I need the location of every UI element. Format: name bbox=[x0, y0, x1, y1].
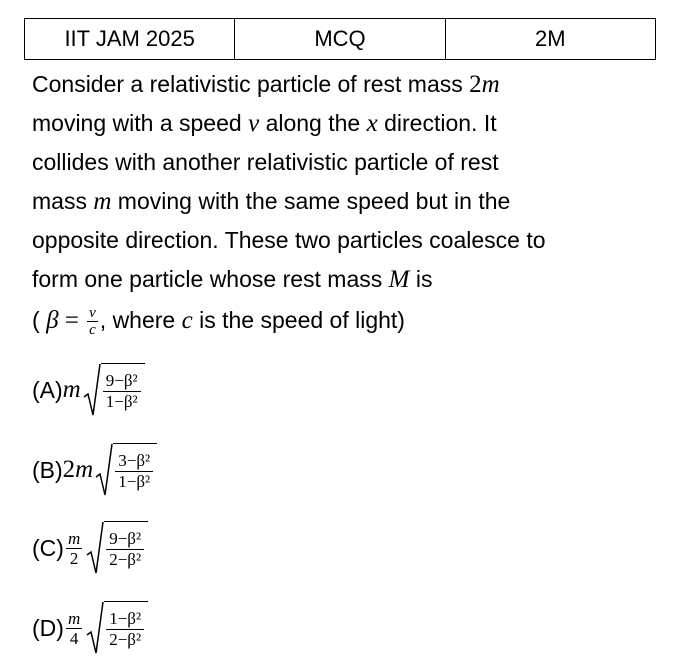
radicand-fraction bbox=[106, 529, 144, 570]
beta-fraction bbox=[87, 305, 98, 338]
math-symbol: β bbox=[46, 307, 59, 334]
fraction-numerator: 3−β² bbox=[115, 451, 153, 472]
coefficient-fraction bbox=[66, 529, 82, 568]
text-segment: is the speed of light) bbox=[192, 307, 405, 333]
math-symbol: M bbox=[388, 266, 410, 293]
radical-sign-icon bbox=[86, 521, 104, 575]
text-segment: moving with a speed bbox=[32, 110, 249, 136]
square-root bbox=[86, 601, 148, 655]
text-segment: direction. It bbox=[377, 110, 497, 136]
coefficient: m bbox=[62, 376, 81, 403]
fraction-denominator: 4 bbox=[69, 628, 79, 648]
fraction-denominator: 1−β² bbox=[118, 472, 151, 491]
text-segment: moving with the same speed but in the bbox=[111, 188, 511, 214]
question-line-2 bbox=[32, 104, 662, 143]
text-segment: , where bbox=[99, 307, 182, 333]
math-symbol: m bbox=[93, 188, 112, 215]
option-label: (B) bbox=[32, 456, 63, 483]
fraction-denominator: c bbox=[89, 322, 96, 339]
radical-sign-icon bbox=[83, 363, 101, 417]
coefficient: m bbox=[75, 456, 94, 483]
question-line-5: opposite direction. These two particles coalesce to bbox=[32, 227, 546, 253]
fraction-denominator: 2−β² bbox=[109, 630, 142, 649]
question-line-4 bbox=[32, 182, 662, 221]
text-segment: is bbox=[409, 266, 433, 292]
option-label: (A) bbox=[32, 376, 63, 403]
math-symbol: x bbox=[366, 110, 378, 137]
text-segment: mass bbox=[32, 188, 94, 214]
exam-name-cell: IIT JAM 2025 bbox=[25, 19, 235, 60]
math-symbol: v bbox=[248, 110, 260, 137]
text-segment: ( bbox=[32, 307, 47, 333]
option-b[interactable] bbox=[32, 440, 157, 500]
fraction-numerator: 9−β² bbox=[106, 529, 144, 550]
text-segment: form one particle whose rest mass bbox=[32, 266, 389, 292]
square-root bbox=[83, 363, 145, 417]
square-root bbox=[95, 443, 157, 497]
option-label: (C) bbox=[32, 534, 64, 561]
fraction-denominator: 2 bbox=[69, 548, 79, 568]
text-segment: along the bbox=[259, 110, 367, 136]
math-symbol: m bbox=[481, 71, 500, 98]
text-segment: Consider a relativistic particle of rest mass bbox=[32, 71, 470, 97]
fraction-denominator: 2−β² bbox=[109, 550, 142, 569]
fraction-denominator: 1−β² bbox=[105, 392, 138, 411]
question-type-cell: MCQ bbox=[235, 19, 445, 60]
question-line-3: collides with another relativistic particle of rest bbox=[32, 149, 499, 175]
fraction-numerator: v bbox=[89, 305, 96, 322]
question-note bbox=[32, 301, 662, 340]
question-text bbox=[32, 65, 662, 340]
fraction-numerator: m bbox=[67, 528, 81, 548]
option-d[interactable] bbox=[32, 598, 148, 658]
radicand-fraction bbox=[106, 609, 144, 650]
math-number: 2 bbox=[469, 71, 482, 98]
radical-sign-icon bbox=[95, 443, 113, 497]
radicand-fraction bbox=[103, 371, 141, 412]
radicand-fraction bbox=[115, 451, 153, 492]
question-line-1 bbox=[32, 65, 662, 104]
option-label: (D) bbox=[32, 614, 64, 641]
coefficient-number: 2 bbox=[62, 456, 76, 483]
fraction-numerator: 1−β² bbox=[106, 609, 144, 630]
square-root bbox=[86, 521, 148, 575]
option-c[interactable] bbox=[32, 518, 148, 578]
coefficient-fraction bbox=[66, 609, 82, 648]
fraction-numerator: m bbox=[67, 608, 81, 628]
option-a[interactable] bbox=[32, 360, 145, 420]
math-symbol: = bbox=[58, 307, 86, 334]
radical-sign-icon bbox=[86, 601, 104, 655]
question-line-6 bbox=[32, 260, 662, 299]
header-table bbox=[24, 18, 656, 60]
math-symbol: c bbox=[181, 307, 193, 334]
marks-cell: 2M bbox=[445, 19, 655, 60]
fraction-numerator: 9−β² bbox=[103, 371, 141, 392]
